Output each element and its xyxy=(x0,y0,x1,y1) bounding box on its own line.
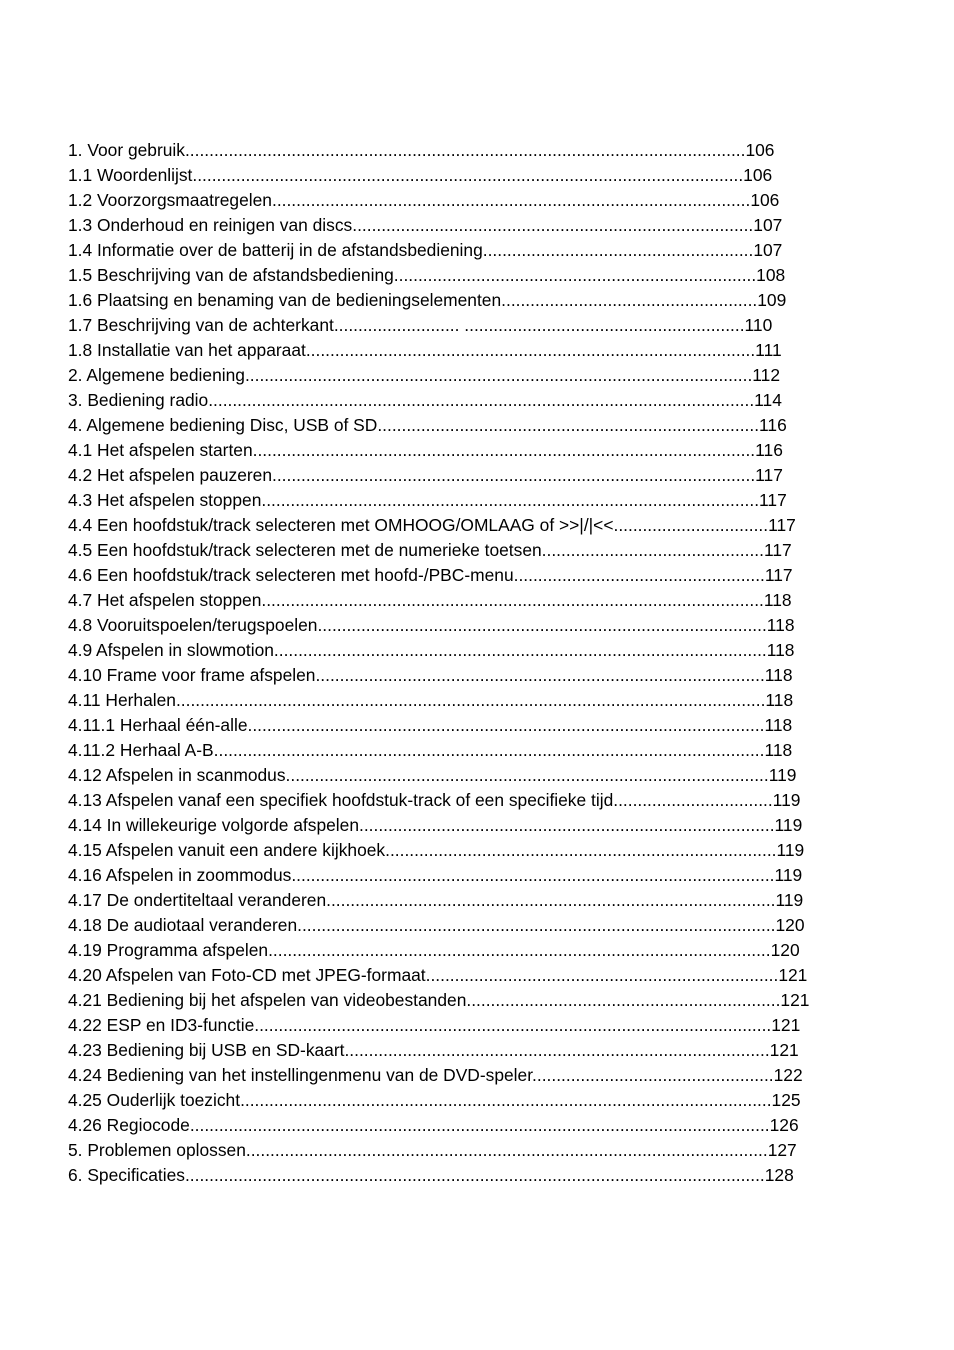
toc-entry: 4.9 Afspelen in slowmotion......................................................................................................118 xyxy=(68,640,795,660)
toc-entry: 4.24 Bediening van het instellingenmenu van de DVD-speler..................................................122 xyxy=(68,1065,803,1085)
toc-entry: 1.8 Installatie van het apparaat.............................................................................................111 xyxy=(68,340,782,360)
toc-entry: 4.25 Ouderlijk toezicht..............................................................................................................125 xyxy=(68,1090,801,1110)
toc-entry: 4.16 Afspelen in zoommodus....................................................................................................119 xyxy=(68,865,803,885)
toc-entry: 5. Problemen oplossen............................................................................................................127 xyxy=(68,1140,797,1160)
toc-entry: 4.23 Bediening bij USB en SD-kaart........................................................................................121 xyxy=(68,1040,799,1060)
toc-entry: 1.1 Woordenlijst..................................................................................................................106 xyxy=(68,165,773,185)
toc-entry: 4.8 Vooruitspoelen/terugspoelen.............................................................................................118 xyxy=(68,615,795,635)
toc-entry: 4.5 Een hoofdstuk/track selecteren met de numerieke toetsen..............................................117 xyxy=(68,540,792,560)
toc-entry: 4.14 In willekeurige volgorde afspelen......................................................................................119 xyxy=(68,815,803,835)
toc-entry: 4.1 Het afspelen starten........................................................................................................116 xyxy=(68,440,783,460)
toc-entry: 4.11.1 Herhaal één-alle...........................................................................................................118 xyxy=(68,715,793,735)
toc-entry: 1.6 Plaatsing en benaming van de bedieningselementen.....................................................109 xyxy=(68,290,787,310)
table-of-contents xyxy=(68,139,898,1189)
toc-entry: 1.7 Beschrijving van de achterkant.......................... ..........................................................110 xyxy=(68,315,773,335)
toc-entry: 4.10 Frame voor frame afspelen.............................................................................................118 xyxy=(68,665,793,685)
toc-entry: 4. Algemene bediening Disc, USB of SD...............................................................................116 xyxy=(68,415,787,435)
toc-entry: 1.2 Voorzorgsmaatregelen...................................................................................................106 xyxy=(68,190,780,210)
toc-entry: 1. Voor gebruik....................................................................................................................106 xyxy=(68,140,775,160)
toc-entry: 4.11 Herhalen..........................................................................................................................118 xyxy=(68,690,794,710)
toc-entry: 4.6 Een hoofdstuk/track selecteren met hoofd-/PBC-menu....................................................117 xyxy=(68,565,793,585)
toc-entry: 3. Bediening radio.................................................................................................................114 xyxy=(68,390,782,410)
toc-entry: 4.3 Het afspelen stoppen.......................................................................................................117 xyxy=(68,490,787,510)
toc-entry: 4.12 Afspelen in scanmodus....................................................................................................119 xyxy=(68,765,797,785)
toc-entry: 4.2 Het afspelen pauzeren....................................................................................................117 xyxy=(68,465,783,485)
toc-entry: 4.17 De ondertiteltaal veranderen.............................................................................................119 xyxy=(68,890,804,910)
toc-entry: 4.20 Afspelen van Foto-CD met JPEG-formaat.........................................................................121 xyxy=(68,965,808,985)
toc-entry: 6. Specificaties........................................................................................................................128 xyxy=(68,1165,794,1185)
toc-entry: 4.13 Afspelen vanaf een specifiek hoofdstuk-track of een specifieke tijd.................................119 xyxy=(68,790,801,810)
toc-entry: 4.4 Een hoofdstuk/track selecteren met OMHOOG/OMLAAG of >>|/|<<................................117 xyxy=(68,515,796,535)
toc-entry: 4.11.2 Herhaal A-B..................................................................................................................118 xyxy=(68,740,793,760)
toc-entry: 4.19 Programma afspelen........................................................................................................120 xyxy=(68,940,800,960)
toc-entry: 1.5 Beschrijving van de afstandsbediening...........................................................................108 xyxy=(68,265,786,285)
toc-entry: 2. Algemene bediening.........................................................................................................112 xyxy=(68,365,780,385)
toc-entry: 4.26 Regiocode........................................................................................................................126 xyxy=(68,1115,799,1135)
toc-entry: 1.4 Informatie over de batterij in de afstandsbediening........................................................107 xyxy=(68,240,783,260)
toc-entry: 4.18 De audiotaal veranderen...................................................................................................120 xyxy=(68,915,805,935)
toc-entry: 4.15 Afspelen vanuit een andere kijkhoek.................................................................................119 xyxy=(68,840,805,860)
toc-entry: 4.22 ESP en ID3-functie...........................................................................................................121 xyxy=(68,1015,801,1035)
toc-entry: 1.3 Onderhoud en reinigen van discs...................................................................................107 xyxy=(68,215,783,235)
toc-entry: 4.21 Bediening bij het afspelen van videobestanden.................................................................121 xyxy=(68,990,810,1010)
toc-entry: 4.7 Het afspelen stoppen........................................................................................................118 xyxy=(68,590,792,610)
